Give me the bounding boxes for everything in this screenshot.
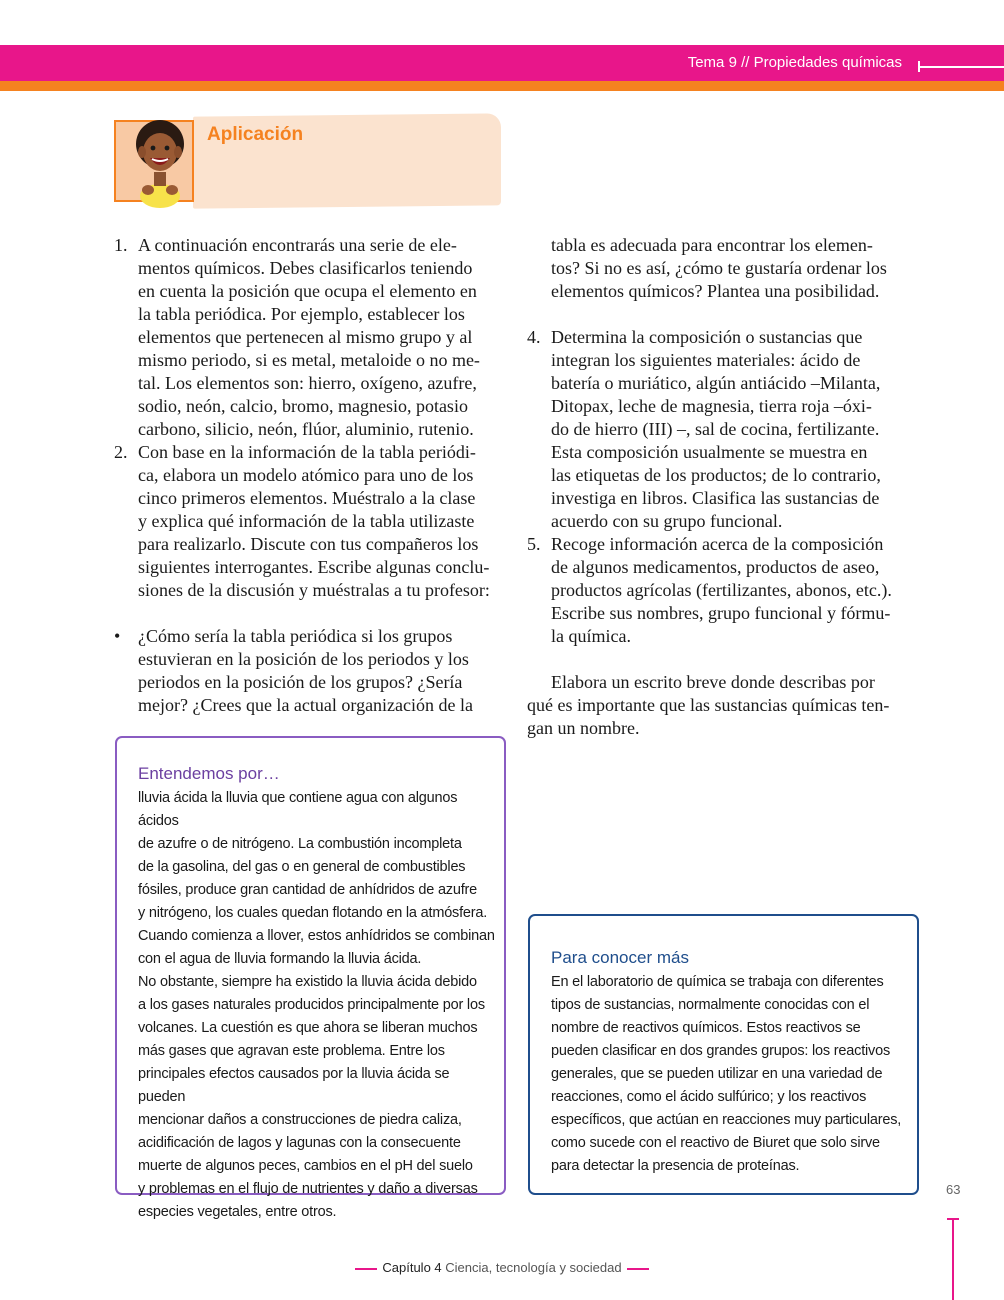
exercise-number: 5. bbox=[527, 534, 541, 554]
text-line: generales, que se pueden utilizar en una variedad de bbox=[551, 1066, 883, 1082]
text-line: acidificación de lagos y lagunas con la consecuente bbox=[138, 1135, 461, 1151]
text-line: A continuación encontrarás una serie de ele- bbox=[138, 235, 457, 255]
entendemos-title: Entendemos por… bbox=[138, 764, 280, 783]
text-line: y problemas en el flujo de nutrientes y daño a diversas bbox=[138, 1181, 478, 1197]
text-line: do de hierro (III) –, sal de cocina, fertilizante. bbox=[551, 419, 880, 439]
exercise-number: 2. bbox=[114, 442, 128, 462]
text-line: Con base en la información de la tabla periódi- bbox=[138, 442, 476, 462]
text-line: fósiles, produce gran cantidad de anhídridos de azufre bbox=[138, 882, 478, 898]
text-line: Esta composición usualmente se muestra en bbox=[551, 442, 868, 462]
text-line: Elabora un escrito breve donde describas por bbox=[551, 672, 875, 692]
text-line: mentos químicos. Debes clasificarlos teniendo bbox=[138, 258, 473, 278]
text-line: y explica qué información de la tabla utilizaste bbox=[138, 511, 475, 531]
text-line: Ditopax, leche de magnesia, tierra roja –óxi- bbox=[551, 396, 872, 416]
text-line: de azufre o de nitrógeno. La combustión incompleta bbox=[138, 836, 462, 852]
question-continuation bbox=[527, 234, 927, 303]
text-line: tipos de sustancias, normalmente conocidas con el bbox=[551, 997, 870, 1013]
closing-paragraph bbox=[527, 671, 927, 740]
text-line: periodos en la posición de los grupos? ¿Sería bbox=[138, 672, 463, 692]
exercise-2 bbox=[114, 441, 510, 602]
text-line: estuvieran en la posición de los periodos y los bbox=[138, 649, 469, 669]
header-rule bbox=[918, 66, 1004, 68]
text-line: acuerdo con su grupo funcional. bbox=[551, 511, 783, 531]
text-line: ca, elabora un modelo atómico para uno de los bbox=[138, 465, 474, 485]
footer-rule-left bbox=[355, 1268, 377, 1270]
exercise-5 bbox=[527, 533, 927, 648]
text-line: mismo periodo, si es metal, metaloide o no me- bbox=[138, 350, 480, 370]
text-line: muerte de algunos peces, cambios en el pH del suelo bbox=[138, 1158, 473, 1174]
text-line: mencionar daños a construcciones de piedra caliza, bbox=[138, 1112, 462, 1128]
text-line: y nitrógeno, los cuales quedan flotando en la atmósfera. bbox=[138, 905, 488, 921]
left-column bbox=[114, 234, 510, 717]
text-line: cinco primeros elementos. Muéstralo a la clase bbox=[138, 488, 476, 508]
footer bbox=[0, 1260, 1004, 1275]
right-column bbox=[527, 234, 927, 740]
text-line: Escribe sus nombres, grupo funcional y fórmu- bbox=[551, 603, 891, 623]
text-line: específicos, que actúan en reacciones muy particulares, bbox=[551, 1112, 902, 1128]
text-line: gan un nombre. bbox=[527, 718, 640, 738]
text-line: volcanes. La cuestión es que ahora se liberan muchos bbox=[138, 1020, 478, 1036]
exercise-number: 4. bbox=[527, 327, 541, 347]
footer-rule-right bbox=[627, 1268, 649, 1270]
text-line: la química. bbox=[551, 626, 631, 646]
text-line: en cuenta la posición que ocupa el elemento en bbox=[138, 281, 477, 301]
text-line: reacciones, como el ácido sulfúrico; y los reactivos bbox=[551, 1089, 867, 1105]
text-line: a los gases naturales producidos principalmente por los bbox=[138, 997, 485, 1013]
footer-subtitle: Ciencia, tecnología y sociedad bbox=[445, 1260, 622, 1275]
para-conocer-title: Para conocer más bbox=[551, 948, 689, 967]
child-avatar-icon bbox=[118, 110, 202, 210]
exercise-1 bbox=[114, 234, 510, 441]
text-line: batería o muriático, algún antiácido –Milanta, bbox=[551, 373, 881, 393]
text-line: siguientes interrogantes. Escribe algunas conclu- bbox=[138, 557, 490, 577]
text-line: especies vegetales, entre otros. bbox=[138, 1204, 337, 1220]
spacer bbox=[527, 648, 927, 671]
text-line: tos? Si no es así, ¿cómo te gustaría ordenar los bbox=[551, 258, 887, 278]
footer-chapter: Capítulo 4 bbox=[382, 1260, 442, 1275]
text-line: siones de la discusión y muéstralas a tu profesor: bbox=[138, 580, 490, 600]
text-line: En el laboratorio de química se trabaja con diferentes bbox=[551, 974, 884, 990]
bullet-question bbox=[114, 625, 510, 717]
header-stripe bbox=[0, 81, 1004, 91]
text-line: integran los siguientes materiales: ácido de bbox=[551, 350, 861, 370]
text-line: carbono, silicio, neón, flúor, aluminio, rutenio. bbox=[138, 419, 474, 439]
text-line: No obstante, siempre ha existido la lluvia ácida debido bbox=[138, 974, 477, 990]
text-line: mejor? ¿Crees que la actual organización de la bbox=[138, 695, 474, 715]
aplicacion-title: Aplicación bbox=[207, 124, 304, 145]
topic-title: Tema 9 // Propiedades químicas bbox=[687, 54, 902, 71]
page-number: 63 bbox=[946, 1182, 961, 1197]
page-rule bbox=[952, 1218, 954, 1300]
text-line: para detectar la presencia de proteínas. bbox=[551, 1158, 800, 1174]
bullet-icon: • bbox=[114, 626, 121, 646]
spacer bbox=[114, 602, 510, 625]
text-line: Recoge información acerca de la composición bbox=[551, 534, 884, 554]
text-line: con el agua de lluvia formando la lluvia ácida. bbox=[138, 951, 422, 967]
exercise-4 bbox=[527, 326, 927, 533]
text-line: Determina la composición o sustancias que bbox=[551, 327, 863, 347]
text-line: productos agrícolas (fertilizantes, abonos, etc.). bbox=[551, 580, 892, 600]
para-conocer-text bbox=[551, 971, 911, 1178]
text-line: tal. Los elementos son: hierro, oxígeno, azufre, bbox=[138, 373, 477, 393]
text-line: nombre de reactivos químicos. Estos reactivos se bbox=[551, 1020, 861, 1036]
text-line: sodio, neón, calcio, bromo, magnesio, potasio bbox=[138, 396, 468, 416]
text-line: elementos químicos? Plantea una posibilidad. bbox=[551, 281, 880, 301]
text-line: investiga en libros. Clasifica las sustancias de bbox=[551, 488, 880, 508]
entendemos-text bbox=[138, 787, 498, 1224]
text-line: tabla es adecuada para encontrar los elemen- bbox=[551, 235, 873, 255]
text-line: de la gasolina, del gas o en general de combustibles bbox=[138, 859, 466, 875]
text-line: ¿Cómo sería la tabla periódica si los grupos bbox=[138, 626, 453, 646]
spacer bbox=[527, 303, 927, 326]
text-line: de algunos medicamentos, productos de aseo, bbox=[551, 557, 880, 577]
text-line: para realizarlo. Discute con tus compañeros los bbox=[138, 534, 479, 554]
text-line: elementos que pertenecen al mismo grupo y al bbox=[138, 327, 473, 347]
text-line: como sucede con el reactivo de Biuret que solo sirve bbox=[551, 1135, 880, 1151]
text-line: lluvia ácida la lluvia que contiene agua con algunos ácidos bbox=[138, 790, 458, 829]
text-line: Cuando comienza a llover, estos anhídridos se combinan bbox=[138, 928, 495, 944]
exercise-number: 1. bbox=[114, 235, 128, 255]
text-line: principales efectos causados por la lluvia ácida se pueden bbox=[138, 1066, 450, 1105]
text-line: pueden clasificar en dos grandes grupos: los reactivos bbox=[551, 1043, 891, 1059]
text-line: la tabla periódica. Por ejemplo, establecer los bbox=[138, 304, 465, 324]
text-line: las etiquetas de los productos; de lo contrario, bbox=[551, 465, 881, 485]
text-line: qué es importante que las sustancias químicas ten- bbox=[527, 695, 890, 715]
text-line: más gases que agravan este problema. Entre los bbox=[138, 1043, 445, 1059]
